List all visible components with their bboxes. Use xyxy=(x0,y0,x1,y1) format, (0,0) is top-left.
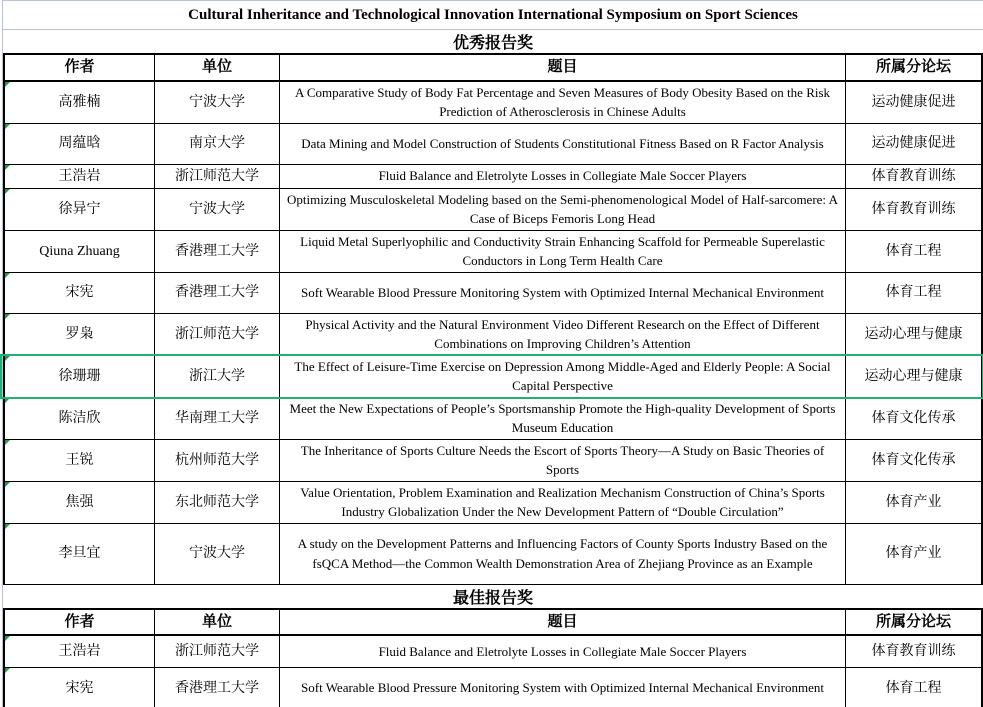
author-cell[interactable]: 王锐 xyxy=(3,440,155,481)
author-cell[interactable]: 王浩岩 xyxy=(3,636,155,667)
author-cell[interactable]: 李旦宜 xyxy=(3,524,155,584)
section-header-excellent-report-award[interactable]: 优秀报告奖 xyxy=(3,30,983,55)
author-cell[interactable]: 高雅楠 xyxy=(3,82,155,123)
paper-title-cell[interactable]: Fluid Balance and Eletrolyte Losses in Collegiate Male Soccer Players xyxy=(280,165,846,188)
paper-title-cell[interactable]: Optimizing Musculoskeletal Modeling based on the Semi-phenomenological Model of Half-sarcomere: A Case of Biceps Femoris Long Head xyxy=(280,189,846,230)
affiliation-cell[interactable]: 浙江师范大学 xyxy=(155,165,280,188)
paper-title-cell[interactable]: A study on the Development Patterns and Influencing Factors of County Sports Industry Based on the fsQCA Method—the Common Wealth Demonstration Area of Zhejiang Province as an Example xyxy=(280,524,846,584)
column-header-forum[interactable]: 所属分论坛 xyxy=(846,610,983,635)
column-header-affiliation[interactable]: 单位 xyxy=(155,610,280,635)
forum-cell[interactable]: 体育文化传承 xyxy=(846,398,983,439)
forum-cell[interactable]: 体育教育训练 xyxy=(846,636,983,667)
table-row xyxy=(3,482,983,524)
paper-title-cell[interactable]: Value Orientation, Problem Examination and Realization Mechanism Construction of China’s Sports Industry Globalization Under the New Development Pattern of “Double Circulation” xyxy=(280,482,846,523)
affiliation-cell[interactable]: 浙江师范大学 xyxy=(155,636,280,667)
table-row xyxy=(3,231,983,273)
affiliation-cell[interactable]: 杭州师范大学 xyxy=(155,440,280,481)
affiliation-cell[interactable]: 香港理工大学 xyxy=(155,231,280,272)
page-title[interactable]: Cultural Inheritance and Technological Innovation International Symposium on Sport Sciences xyxy=(3,0,983,30)
forum-cell[interactable]: 体育产业 xyxy=(846,482,983,523)
paper-title-cell[interactable]: Data Mining and Model Construction of Students Constitutional Fitness Based on R Factor Analysis xyxy=(280,124,846,164)
table-row xyxy=(3,314,983,356)
paper-title-cell[interactable]: Meet the New Expectations of People’s Sportsmanship Promote the High-quality Development of Sports Museum Education xyxy=(280,398,846,439)
paper-title-cell[interactable]: Fluid Balance and Eletrolyte Losses in Collegiate Male Soccer Players xyxy=(280,636,846,667)
table-row xyxy=(3,273,983,314)
forum-cell[interactable]: 运动心理与健康 xyxy=(846,314,983,355)
table-row xyxy=(3,440,983,482)
affiliation-cell[interactable]: 东北师范大学 xyxy=(155,482,280,523)
forum-cell[interactable]: 运动健康促进 xyxy=(846,124,983,164)
table-row xyxy=(3,189,983,231)
table-row xyxy=(3,398,983,440)
affiliation-cell[interactable]: 宁波大学 xyxy=(155,524,280,584)
forum-cell[interactable]: 体育教育训练 xyxy=(846,165,983,188)
awards-table xyxy=(3,0,983,707)
column-header-forum[interactable]: 所属分论坛 xyxy=(846,55,983,80)
forum-cell[interactable]: 体育文化传承 xyxy=(846,440,983,481)
table-row xyxy=(3,356,983,398)
forum-cell[interactable]: 运动健康促进 xyxy=(846,82,983,123)
table-header-row xyxy=(3,55,983,82)
affiliation-cell[interactable]: 宁波大学 xyxy=(155,82,280,123)
author-cell[interactable]: 焦强 xyxy=(3,482,155,523)
author-cell[interactable]: 王浩岩 xyxy=(3,165,155,188)
section-header-best-report-award[interactable]: 最佳报告奖 xyxy=(3,585,983,610)
paper-title-cell[interactable]: Liquid Metal Superlyophilic and Conductivity Strain Enhancing Scaffold for Permeable Superelastic Conductors in Long Term Health Care xyxy=(280,231,846,272)
forum-cell[interactable]: 体育产业 xyxy=(846,524,983,584)
forum-cell[interactable]: 体育工程 xyxy=(846,273,983,313)
affiliation-cell[interactable]: 香港理工大学 xyxy=(155,273,280,313)
column-header-title[interactable]: 题目 xyxy=(280,610,846,635)
affiliation-cell[interactable]: 浙江大学 xyxy=(155,356,280,397)
affiliation-cell[interactable]: 浙江师范大学 xyxy=(155,314,280,355)
table-row xyxy=(3,165,983,189)
forum-cell[interactable]: 运动心理与健康 xyxy=(846,356,983,397)
author-cell[interactable]: 徐珊珊 xyxy=(3,356,155,397)
affiliation-cell[interactable]: 华南理工大学 xyxy=(155,398,280,439)
paper-title-cell[interactable]: The Inheritance of Sports Culture Needs the Escort of Sports Theory—A Study on Basic Theories of Sports xyxy=(280,440,846,481)
best-award-rows xyxy=(3,636,983,707)
table-header-row xyxy=(3,610,983,637)
column-header-title[interactable]: 题目 xyxy=(280,55,846,80)
paper-title-cell[interactable]: Soft Wearable Blood Pressure Monitoring System with Optimized Internal Mechanical Environment xyxy=(280,668,846,707)
forum-cell[interactable]: 体育教育训练 xyxy=(846,189,983,230)
affiliation-cell[interactable]: 南京大学 xyxy=(155,124,280,164)
paper-title-cell[interactable]: The Effect of Leisure-Time Exercise on Depression Among Middle-Aged and Elderly People: A Social Capital Perspective xyxy=(280,356,846,397)
affiliation-cell[interactable]: 香港理工大学 xyxy=(155,668,280,707)
column-header-affiliation[interactable]: 单位 xyxy=(155,55,280,80)
column-header-author[interactable]: 作者 xyxy=(3,610,155,635)
author-cell[interactable]: 陈洁欣 xyxy=(3,398,155,439)
paper-title-cell[interactable]: A Comparative Study of Body Fat Percentage and Seven Measures of Body Obesity Based on the Risk Prediction of Atherosclerosis in Chinese Adults xyxy=(280,82,846,123)
paper-title-cell[interactable]: Soft Wearable Blood Pressure Monitoring System with Optimized Internal Mechanical Environment xyxy=(280,273,846,313)
forum-cell[interactable]: 体育工程 xyxy=(846,231,983,272)
author-cell[interactable]: Qiuna Zhuang xyxy=(3,231,155,272)
forum-cell[interactable]: 体育工程 xyxy=(846,668,983,707)
table-row xyxy=(3,124,983,165)
author-cell[interactable]: 宋宪 xyxy=(3,273,155,313)
affiliation-cell[interactable]: 宁波大学 xyxy=(155,189,280,230)
table-row xyxy=(3,668,983,707)
author-cell[interactable]: 徐异宁 xyxy=(3,189,155,230)
author-cell[interactable]: 罗枭 xyxy=(3,314,155,355)
table-row xyxy=(3,524,983,585)
table-row xyxy=(3,636,983,668)
author-cell[interactable]: 周蕴晗 xyxy=(3,124,155,164)
column-header-author[interactable]: 作者 xyxy=(3,55,155,80)
table-row xyxy=(3,82,983,124)
excellent-award-rows xyxy=(3,82,983,585)
author-cell[interactable]: 宋宪 xyxy=(3,668,155,707)
paper-title-cell[interactable]: Physical Activity and the Natural Environment Video Different Research on the Effect of Different Combinations on Improving Children’s Attention xyxy=(280,314,846,355)
